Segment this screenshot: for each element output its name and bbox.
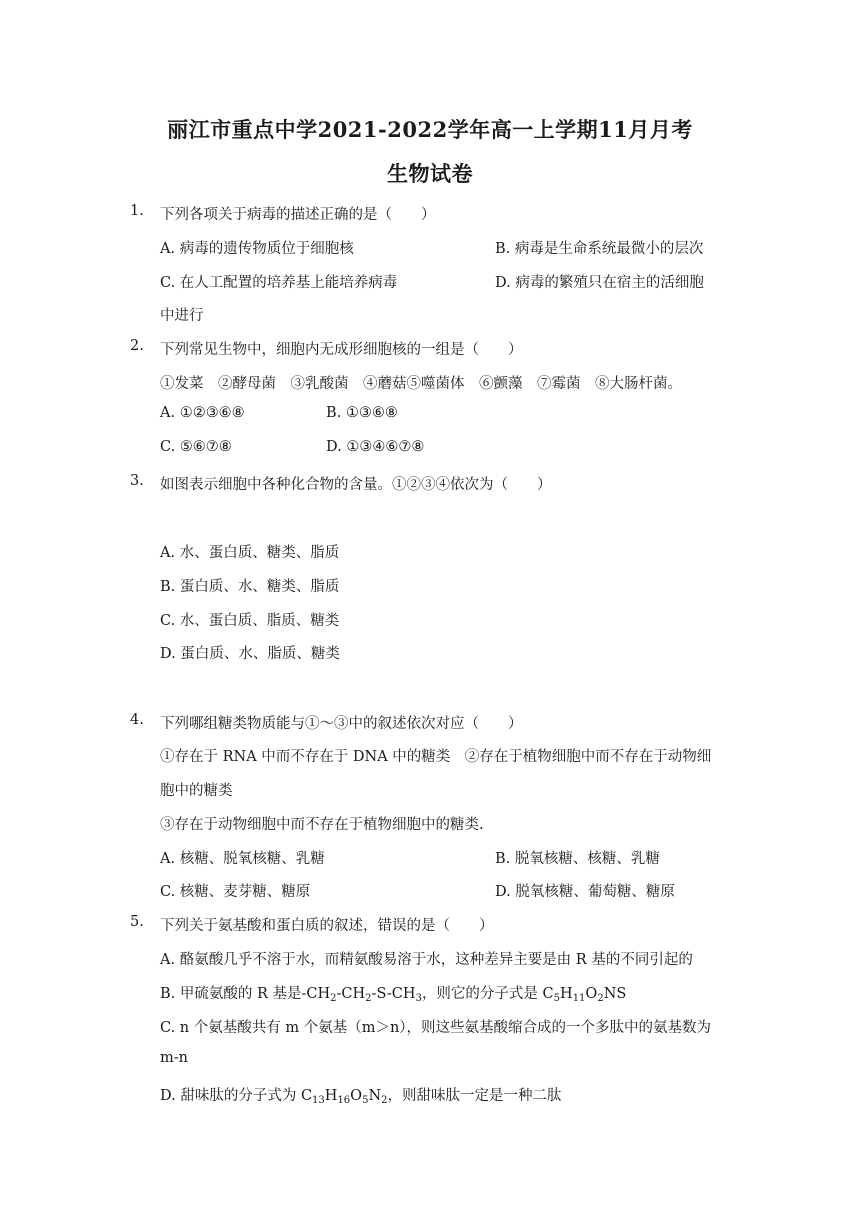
option-a: A. 病毒的遗传物质位于细胞核: [160, 241, 354, 257]
r-group-part: -S-CH: [371, 986, 416, 1002]
formula-subscript: 2: [597, 993, 604, 1004]
page-title: 丽江市重点中学2021-2022学年高一上学期11月月考: [167, 117, 693, 142]
option-a: A. 酪氨酸几乎不溶于水，而精氨酸易溶于水，这种差异主要是由 R 基的不同引起的: [160, 952, 693, 968]
question-stem: 下列关于氨基酸和蛋白质的叙述，错误的是（ ）: [160, 918, 494, 934]
option-a: A. ①②③⑥⑧: [160, 405, 245, 421]
option-d-end: ，则甜味肽一定是一种二肽: [387, 1088, 562, 1104]
question-number: 3.: [130, 473, 144, 489]
question-number: 5.: [130, 914, 144, 930]
option-c: C. 水、蛋白质、脂质、糖类: [160, 613, 340, 629]
option-b: B. 蛋白质、水、糖类、脂质: [160, 579, 340, 595]
option-b: B. 甲硫氨酸的 R 基是$-CH_2-CH_2-S-CH_3$，则它的分子式是 $C_5H_{11}O_2NS$: [160, 986, 627, 1004]
statement-line-3: ③存在于动物细胞中而不存在于植物细胞中的糖类.: [160, 817, 484, 833]
formula-subscript: 13: [312, 1095, 325, 1106]
option-c: C. ⑤⑥⑦⑧: [160, 439, 232, 455]
option-d: D. 病毒的繁殖只在宿主的活细胞: [495, 275, 704, 291]
question-stem: 下列各项关于病毒的描述正确的是（ ）: [160, 207, 436, 223]
question-number: 4.: [130, 712, 144, 728]
option-c-continuation: m-n: [160, 1050, 188, 1066]
option-d-text: D. 甜味肽的分子式为: [160, 1088, 301, 1104]
statement-line-2: 胞中的糖类: [160, 783, 233, 799]
question-stem: 下列哪组糖类物质能与①～③中的叙述依次对应（ ）: [160, 716, 523, 732]
formula-element: C: [300, 1088, 313, 1104]
option-b: B. 病毒是生命系统最微小的层次: [495, 241, 704, 257]
question-number: 1.: [130, 203, 144, 219]
option-c: C. n 个氨基酸共有 m 个氨基（m＞n），则这些氨基酸缩合成的一个多肽中的氨基数为: [160, 1020, 712, 1036]
formula-subscript: 5: [362, 1095, 369, 1106]
option-a: A. 核糖、脱氧核糖、乳糖: [160, 851, 325, 867]
formula-subscript: 11: [572, 993, 586, 1004]
formula-element: NS: [603, 986, 627, 1002]
formula-element: N: [368, 1088, 382, 1104]
option-d: D. ①③④⑥⑦⑧: [326, 439, 425, 455]
statement-line-1: ①存在于 RNA 中而不存在于 DNA 中的糖类 ②存在于植物细胞中而不存在于动物细: [160, 749, 712, 765]
question-stem: 下列常见生物中，细胞内无成形细胞核的一组是（ ）: [160, 342, 523, 358]
option-b: B. 脱氧核糖、核糖、乳糖: [495, 851, 660, 867]
option-b-text: B. 甲硫氨酸的 R 基是: [160, 986, 302, 1002]
organism-list: ①发菜 ②酵母菌 ③乳酸菌 ④蘑菇⑤噬菌体 ⑥颤藻 ⑦霉菌 ⑧大肠杆菌。: [160, 376, 682, 392]
formula-element: O: [585, 986, 598, 1002]
page-subtitle: 生物试卷: [387, 161, 473, 186]
formula-element: O: [350, 1088, 363, 1104]
formula-subscript: 16: [337, 1095, 351, 1106]
formula-element: H: [560, 986, 573, 1002]
formula-subscript: 5: [553, 993, 561, 1004]
option-c: C. 核糖、麦芽糖、糖原: [160, 884, 311, 900]
option-d-continuation: 中进行: [160, 308, 204, 324]
formula-element: H: [324, 1088, 338, 1104]
option-d: D. 蛋白质、水、脂质、糖类: [160, 646, 340, 662]
option-d: D. 脱氧核糖、葡萄糖、糖原: [495, 884, 675, 900]
option-b-mid: ，则它的分子式是: [421, 986, 543, 1002]
option-c: C. 在人工配置的培养基上能培养病毒: [160, 275, 398, 291]
option-b: B. ①③⑥⑧: [326, 405, 398, 421]
option-a: A. 水、蛋白质、糖类、脂质: [160, 545, 340, 561]
r-group-part: -CH: [301, 986, 331, 1002]
question-stem: 如图表示细胞中各种化合物的含量。①②③④依次为（ ）: [160, 477, 552, 493]
formula-subscript: 2: [381, 1095, 388, 1106]
question-number: 2.: [130, 338, 144, 354]
formula-element: C: [542, 986, 554, 1002]
r-group-part: -CH: [336, 986, 366, 1002]
option-d: [160, 1084, 562, 1105]
